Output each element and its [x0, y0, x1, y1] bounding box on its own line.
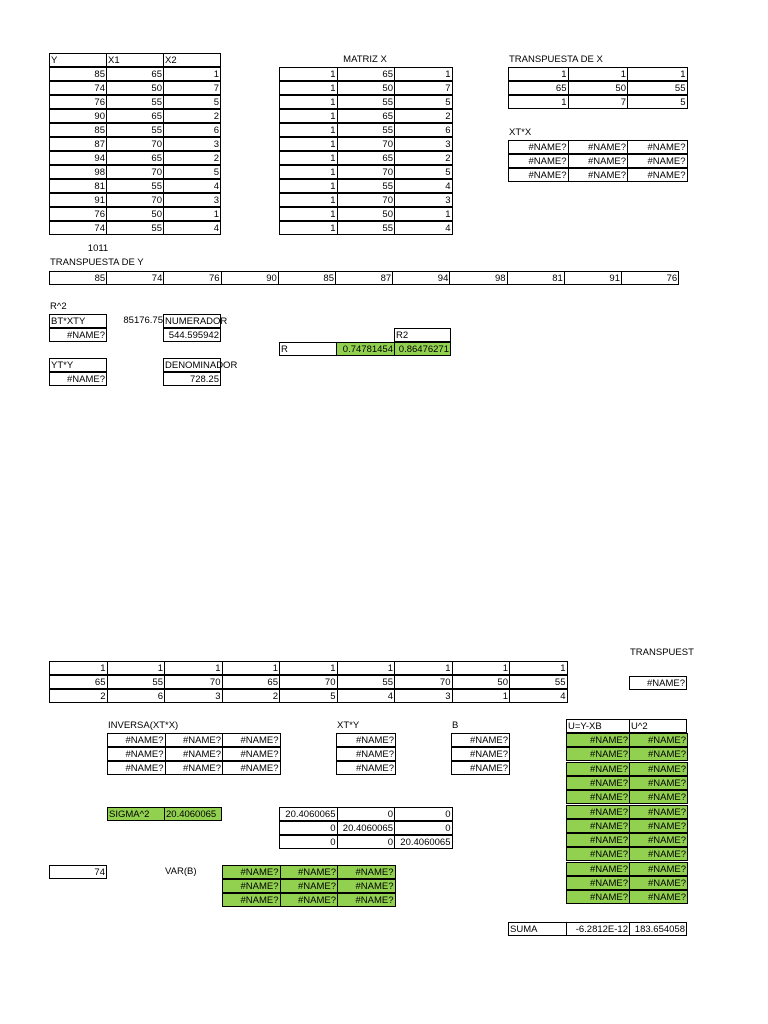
data-cell: 4 [163, 221, 221, 235]
transpuesta-x-cell: 50 [568, 81, 629, 95]
transpuesta-x-cell: 1 [508, 95, 569, 109]
sigma2-value: 20.4060065 [164, 807, 222, 821]
bottom-matrix-cell: 1 [337, 661, 396, 675]
bottom-matrix-cell: 1 [452, 661, 511, 675]
matriz-x-cell: 1 [279, 137, 338, 151]
matriz-x-cell: 5 [394, 95, 453, 109]
bottom-matrix-cell: 1 [222, 661, 281, 675]
denominador-label: DENOMINADOR [165, 360, 238, 371]
xty-cell: #NAME? [336, 761, 396, 775]
matriz-x-cell: 70 [337, 193, 396, 207]
u-cell: #NAME? [629, 819, 688, 833]
u-header: U=Y-XB [566, 719, 630, 733]
data-cell: 2 [163, 151, 221, 165]
transpuesta-x-cell: 65 [508, 81, 569, 95]
bottom-matrix-cell: 55 [509, 675, 568, 689]
data-cell: 5 [163, 165, 221, 179]
r2-label: R2 [394, 328, 451, 342]
matriz-x-cell: 65 [337, 109, 396, 123]
bottom-matrix-cell: 55 [337, 675, 396, 689]
matriz-x-cell: 50 [337, 207, 396, 221]
varb-cell: #NAME? [222, 879, 281, 893]
sigma-matrix-cell: 20.4060065 [337, 821, 396, 835]
bottom-matrix-cell: 65 [222, 675, 281, 689]
data-cell: 7 [163, 81, 221, 95]
btxty-value: 85176.75 [123, 315, 163, 326]
xtx-cell: #NAME? [508, 154, 569, 168]
transpuesta-y-cell: 81 [507, 271, 565, 285]
u-cell: #NAME? [629, 847, 688, 861]
data-cell: 98 [49, 165, 107, 179]
u-cell: #NAME? [629, 833, 688, 847]
data-cell: 76 [49, 207, 107, 221]
bottom-matrix-cell: 4 [337, 689, 396, 703]
sigma-matrix-cell: 0 [337, 835, 396, 849]
matriz-x-cell: 1 [279, 123, 338, 137]
bottom-matrix-cell: 3 [164, 689, 223, 703]
sigma-matrix-cell: 0 [394, 821, 453, 835]
sigma-matrix-cell: 0 [279, 835, 338, 849]
r2-value: 0.86476271 [394, 342, 451, 356]
u-cell: #NAME? [566, 862, 630, 876]
btxty-label: BT*XTY [49, 314, 107, 328]
data-cell: 65 [106, 109, 164, 123]
matriz-x-cell: 50 [337, 81, 396, 95]
u-cell: #NAME? [566, 776, 630, 790]
transpuesta-x-cell: 7 [568, 95, 629, 109]
u-cell: #NAME? [566, 762, 630, 776]
bottom-matrix-cell: 1 [509, 661, 568, 675]
matriz-x-cell: 2 [394, 109, 453, 123]
transpuesta-y-cell: 98 [449, 271, 507, 285]
left-value-cell: 74 [49, 865, 107, 879]
u-cell: #NAME? [629, 776, 688, 790]
matriz-x-cell: 1 [279, 221, 338, 235]
bottom-matrix-cell: 65 [49, 675, 108, 689]
data-cell: 74 [49, 81, 107, 95]
u-cell: #NAME? [629, 790, 688, 804]
matriz-x-cell: 1 [279, 81, 338, 95]
bottom-matrix-cell: 1 [452, 689, 511, 703]
matriz-x-cell: 5 [394, 165, 453, 179]
r-value: 0.74781454 [336, 342, 395, 356]
transpuesta-y-cell: 94 [392, 271, 450, 285]
xtx-cell: #NAME? [568, 140, 629, 154]
u-cell: #NAME? [566, 890, 630, 904]
matriz-x-cell: 55 [337, 95, 396, 109]
u-cell: #NAME? [566, 733, 630, 747]
transpuesta-x-cell: 5 [627, 95, 688, 109]
sigma2-label: SIGMA^2 [107, 807, 165, 821]
varb-cell: #NAME? [337, 893, 396, 907]
matriz-x-cell: 2 [394, 151, 453, 165]
transpuesta-y-cell: 87 [335, 271, 393, 285]
u-cell: #NAME? [629, 733, 688, 747]
transpuesta-x-cell: 55 [627, 81, 688, 95]
data-cell: 70 [106, 193, 164, 207]
xty-cell: #NAME? [336, 733, 396, 747]
bottom-matrix-cell: 3 [394, 689, 453, 703]
u-cell: #NAME? [566, 847, 630, 861]
yty-label: YT*Y [49, 358, 107, 372]
matriz-x-cell: 55 [337, 123, 396, 137]
matriz-x-cell: 1 [394, 67, 453, 81]
data-cell: 70 [106, 165, 164, 179]
data-cell: 5 [163, 95, 221, 109]
matriz-x-cell: 55 [337, 179, 396, 193]
u-cell: #NAME? [566, 876, 630, 890]
transpuest-title: TRANSPUEST [630, 647, 694, 658]
varb-cell: #NAME? [222, 865, 281, 879]
varb-cell: #NAME? [280, 879, 339, 893]
matriz-x-cell: 4 [394, 221, 453, 235]
u-cell: #NAME? [629, 862, 688, 876]
bottom-matrix-cell: 1 [164, 661, 223, 675]
bottom-matrix-cell: 6 [107, 689, 166, 703]
xtx-title: XT*X [509, 127, 532, 138]
matriz-x-cell: 7 [394, 81, 453, 95]
transpuesta-y-cell: 90 [221, 271, 279, 285]
matriz-x-cell: 1 [279, 67, 338, 81]
data-cell: 81 [49, 179, 107, 193]
header-y: Y [49, 53, 107, 67]
matriz-x-cell: 6 [394, 123, 453, 137]
matriz-x-cell: 65 [337, 67, 396, 81]
matriz-x-cell: 70 [337, 165, 396, 179]
matriz-x-cell: 4 [394, 179, 453, 193]
u-cell: #NAME? [566, 747, 630, 761]
sigma-matrix-cell: 0 [337, 807, 396, 821]
u-cell: #NAME? [566, 819, 630, 833]
xtx-cell: #NAME? [508, 140, 569, 154]
data-cell: 94 [49, 151, 107, 165]
bottom-matrix-cell: 70 [279, 675, 338, 689]
matriz-x-cell: 70 [337, 137, 396, 151]
bottom-matrix-cell: 70 [164, 675, 223, 689]
r2-block-title: R^2 [50, 301, 67, 312]
data-cell: 65 [106, 67, 164, 81]
inversa-cell: #NAME? [107, 733, 166, 747]
sigma-matrix-cell: 20.4060065 [394, 835, 453, 849]
xtx-cell: #NAME? [627, 154, 688, 168]
b-cell: #NAME? [451, 747, 510, 761]
data-cell: 85 [49, 123, 107, 137]
u2-header: U^2 [629, 719, 687, 733]
matriz-x-title: MATRIZ X [343, 54, 387, 65]
r-label: R [279, 342, 337, 356]
bottom-matrix-cell: 5 [279, 689, 338, 703]
bottom-matrix-cell: 2 [49, 689, 108, 703]
b-title: B [452, 720, 459, 731]
suma-u2: 183.654058 [629, 922, 687, 936]
u-cell: #NAME? [566, 805, 630, 819]
varb-cell: #NAME? [337, 879, 396, 893]
data-cell: 1 [163, 67, 221, 81]
xty-cell: #NAME? [336, 747, 396, 761]
data-cell: 91 [49, 193, 107, 207]
xtx-cell: #NAME? [568, 154, 629, 168]
matriz-x-cell: 65 [337, 151, 396, 165]
inversa-title: INVERSA(XT*X) [108, 720, 179, 731]
y-sum: 1011 [87, 243, 109, 254]
matriz-x-cell: 3 [394, 193, 453, 207]
data-cell: 6 [163, 123, 221, 137]
matriz-x-cell: 1 [279, 179, 338, 193]
data-cell: 65 [106, 151, 164, 165]
data-cell: 70 [106, 137, 164, 151]
xtx-cell: #NAME? [627, 168, 688, 182]
bottom-matrix-cell: 1 [49, 661, 108, 675]
sigma-matrix-cell: 0 [394, 807, 453, 821]
matriz-x-cell: 1 [279, 109, 338, 123]
bottom-matrix-cell: 50 [452, 675, 511, 689]
denominador-value: 728.25 [163, 372, 221, 386]
b-cell: #NAME? [451, 733, 510, 747]
u-cell: #NAME? [629, 890, 688, 904]
bottom-matrix-cell: 1 [279, 661, 338, 675]
inversa-cell: #NAME? [222, 747, 281, 761]
transpuesta-x-cell: 1 [568, 67, 629, 81]
transpuesta-y-cell: 76 [621, 271, 679, 285]
varb-cell: #NAME? [280, 893, 339, 907]
data-cell: 74 [49, 221, 107, 235]
varb-title: VAR(B) [165, 866, 197, 877]
data-cell: 50 [106, 81, 164, 95]
sigma-matrix-cell: 0 [279, 821, 338, 835]
xtx-cell: #NAME? [568, 168, 629, 182]
transpuesta-x-title: TRANSPUESTA DE X [509, 54, 603, 65]
u-cell: #NAME? [629, 805, 688, 819]
transpuesta-y-cell: 74 [106, 271, 164, 285]
suma-label: SUMA [508, 922, 567, 936]
matriz-x-cell: 55 [337, 221, 396, 235]
varb-cell: #NAME? [280, 865, 339, 879]
matriz-x-cell: 1 [279, 95, 338, 109]
transpuesta-x-cell: 1 [508, 67, 569, 81]
xty-title: XT*Y [337, 720, 360, 731]
transpuesta-y-cell: 85 [278, 271, 336, 285]
transpuesta-y-cell: 85 [49, 271, 107, 285]
btxty-cell: #NAME? [49, 328, 107, 342]
transpuesta-y-cell: 76 [163, 271, 221, 285]
data-cell: 55 [106, 179, 164, 193]
inversa-cell: #NAME? [107, 747, 166, 761]
varb-cell: #NAME? [337, 865, 396, 879]
data-cell: 76 [49, 95, 107, 109]
inversa-cell: #NAME? [107, 761, 166, 775]
data-cell: 55 [106, 221, 164, 235]
inversa-cell: #NAME? [165, 761, 224, 775]
matriz-x-cell: 1 [279, 193, 338, 207]
data-cell: 90 [49, 109, 107, 123]
transpuesta-x-cell: 1 [627, 67, 688, 81]
data-cell: 1 [163, 207, 221, 221]
suma-u: -6.2812E-12 [566, 922, 630, 936]
numerador-label: NUMERADOR [165, 316, 228, 327]
xtx-cell: #NAME? [627, 140, 688, 154]
bottom-matrix-cell: 1 [394, 661, 453, 675]
bottom-matrix-cell: 4 [509, 689, 568, 703]
u-cell: #NAME? [629, 762, 688, 776]
transpuest-value: #NAME? [629, 676, 687, 690]
bottom-matrix-cell: 55 [107, 675, 166, 689]
inversa-cell: #NAME? [165, 733, 224, 747]
bottom-matrix-cell: 1 [107, 661, 166, 675]
header-x1: X1 [106, 53, 164, 67]
b-cell: #NAME? [451, 761, 510, 775]
matriz-x-cell: 1 [279, 151, 338, 165]
u-cell: #NAME? [566, 790, 630, 804]
inversa-cell: #NAME? [222, 733, 281, 747]
matriz-x-cell: 1 [394, 207, 453, 221]
transpuesta-y-cell: 91 [564, 271, 622, 285]
data-cell: 85 [49, 67, 107, 81]
data-cell: 55 [106, 123, 164, 137]
data-cell: 3 [163, 137, 221, 151]
yty-cell: #NAME? [49, 372, 107, 386]
varb-cell: #NAME? [222, 893, 281, 907]
matriz-x-cell: 3 [394, 137, 453, 151]
u-cell: #NAME? [566, 833, 630, 847]
bottom-matrix-cell: 2 [222, 689, 281, 703]
transpuesta-y-title: TRANSPUESTA DE Y [50, 257, 144, 268]
xtx-cell: #NAME? [508, 168, 569, 182]
u-cell: #NAME? [629, 876, 688, 890]
data-cell: 50 [106, 207, 164, 221]
data-cell: 3 [163, 193, 221, 207]
bottom-matrix-cell: 70 [394, 675, 453, 689]
numerador-value: 544.595942 [163, 328, 221, 342]
data-cell: 2 [163, 109, 221, 123]
sigma-matrix-cell: 20.4060065 [279, 807, 338, 821]
matriz-x-cell: 1 [279, 207, 338, 221]
inversa-cell: #NAME? [165, 747, 224, 761]
data-cell: 55 [106, 95, 164, 109]
data-cell: 4 [163, 179, 221, 193]
u-cell: #NAME? [629, 747, 688, 761]
matriz-x-cell: 1 [279, 165, 338, 179]
data-cell: 87 [49, 137, 107, 151]
header-x2: X2 [163, 53, 221, 67]
inversa-cell: #NAME? [222, 761, 281, 775]
